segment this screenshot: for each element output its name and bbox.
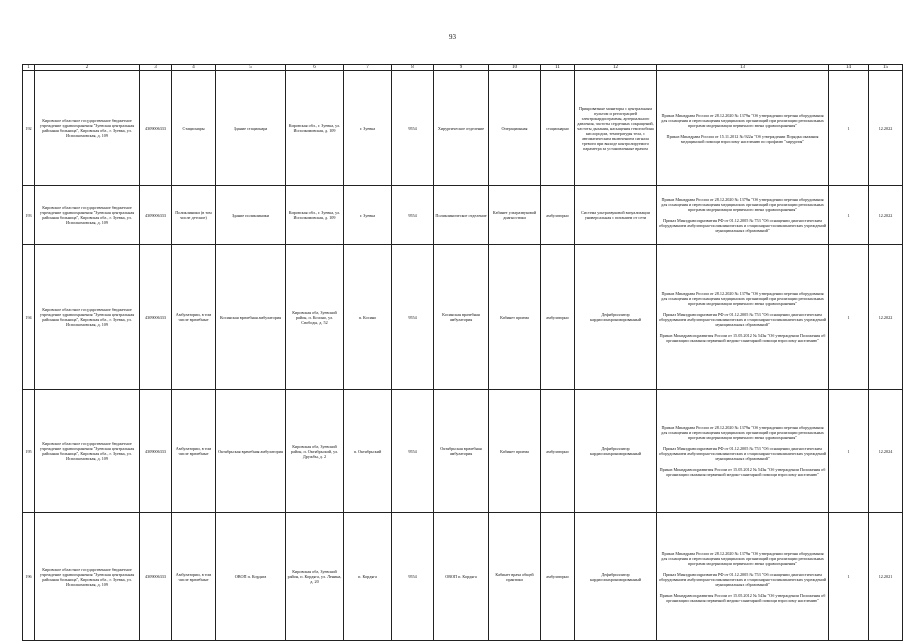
unit-type-cell: Поликлиники (в том числе детские) xyxy=(172,186,216,245)
unit-type-cell: Стационары xyxy=(172,71,216,186)
department-cell: Октябрьская врачебная амбулатория xyxy=(434,390,489,513)
column-number: 2 xyxy=(35,65,140,71)
quantity-cell: 1 xyxy=(829,186,869,245)
date-cell: 12.2022 xyxy=(869,71,903,186)
care-form-cell: амбулаторно xyxy=(541,513,575,641)
equipment-table xyxy=(22,64,903,641)
organization-cell: Кировское областное государственное бюджетное учреждение здравоохранения "Зуевская центральная районная больница", Кировская обл., г. Зуевка, ул. Исполкомовская, д. 109 xyxy=(35,513,140,641)
row-number: 195 xyxy=(23,390,35,513)
date-cell: 12.2024 xyxy=(869,390,903,513)
care-form-cell: стационарно xyxy=(541,71,575,186)
table-row xyxy=(23,186,903,245)
basis-item: Приказ Минздрава России от 28.12.2020 № 1379н "Об утверждении перечня оборудования для оснащения и переоснащения медицинских организаций при реализации региональных программ модернизации первичного звена здравоохранения" xyxy=(661,425,824,440)
unit-type-cell: Амбулатории, в том числе врачебные xyxy=(172,390,216,513)
room-cell: Кабинет приема xyxy=(489,390,541,513)
quantity-cell: 1 xyxy=(829,245,869,390)
column-number: 15 xyxy=(869,65,903,71)
building-cell: Здание стационара xyxy=(216,71,286,186)
column-number: 14 xyxy=(829,65,869,71)
address-cell: Кировская обл, Зуевский район, п. Октябрьский, ул. Дружбы, д. 2 xyxy=(286,390,344,513)
inn-cell: 4309006333 xyxy=(140,513,172,641)
organization-cell: Кировское областное государственное бюджетное учреждение здравоохранения "Зуевская центральная районная больница", Кировская обл., г. Зуевка, ул. Исполкомовская, д. 109 xyxy=(35,186,140,245)
locality-cell: п. Косино xyxy=(344,245,392,390)
basis-item: Приказ Минздравсоцразвития РФ от 01.12.2005 № 753 "Об оснащении диагностическим оборудованием амбулаторно-поликлинических и стационарно-поликлинических учреждений муниципальных образований" xyxy=(659,571,826,587)
room-cell: Операционная xyxy=(489,71,541,186)
column-number: 1 xyxy=(23,65,35,71)
code-cell: 9554 xyxy=(392,186,434,245)
table-row xyxy=(23,71,903,186)
column-number: 7 xyxy=(344,65,392,71)
row-number: 196 xyxy=(23,513,35,641)
address-cell: Кировская обл, Зуевский район, п. Косино, ул. Свободы, д. 52 xyxy=(286,245,344,390)
date-cell: 12.2022 xyxy=(869,245,903,390)
basis-item: Приказ Минздравсоцразвития РФ от 01.12.2005 № 753 "Об оснащении диагностическим оборудованием амбулаторно-поликлинических и стационарно-поликлинических учреждений муниципальных образований" xyxy=(659,312,826,327)
basis-cell xyxy=(657,513,829,641)
date-cell: 12.2021 xyxy=(869,513,903,641)
table-row xyxy=(23,513,903,641)
care-form-cell: амбулаторно xyxy=(541,245,575,390)
room-cell: Кабинет ультразвуковой диагностики xyxy=(489,186,541,245)
row-number: 193 xyxy=(23,186,35,245)
column-number: 10 xyxy=(489,65,541,71)
quantity-cell: 1 xyxy=(829,513,869,641)
locality-cell: п. Кордяга xyxy=(344,513,392,641)
building-cell: Косинская врачебная амбулатория xyxy=(216,245,286,390)
basis-cell xyxy=(657,71,829,186)
equipment-cell: Дефибриллятор кардиосинхронизированный xyxy=(575,513,657,641)
equipment-cell: Дефибриллятор кардиосинхронизированный xyxy=(575,390,657,513)
basis-item: Приказ Минздравсоцразвития России от 15.05.2012 № 543н "Об утверждении Положения об организации оказания первичной медико-санитарной помощи взрослому населению" xyxy=(659,592,826,603)
basis-item: Приказ Минздрава России от 28.12.2020 № 1379н "Об утверждении перечня оборудования для оснащения и переоснащения медицинских организаций при реализации региональных программ модернизации первичного звена здравоохранения" xyxy=(661,197,824,212)
column-number: 11 xyxy=(541,65,575,71)
table-row xyxy=(23,245,903,390)
quantity-cell: 1 xyxy=(829,390,869,513)
locality-cell: п. Октябрьский xyxy=(344,390,392,513)
code-cell: 9554 xyxy=(392,390,434,513)
column-number: 13 xyxy=(657,65,829,71)
equipment-cell: Прикроватные мониторы с центральным пультом и регистрацией электрокардиограммы, артериального давления, частоты сердечных сокращений, частоты дыхания, насыщения гемоглобина кислородом, температуры тела, с автоматическим включением сигнала тревоги при выходе контролируемого параметра за установленные врачом xyxy=(575,71,657,186)
basis-item: Приказ Минздрава России от 28.12.2020 № 1379н "Об утверждении перечня оборудования для оснащения и переоснащения медицинских организаций при реализации региональных программ модернизации первичного звена здравоохранения" xyxy=(661,112,824,128)
locality-cell: г. Зуевка xyxy=(344,186,392,245)
inn-cell: 4309006333 xyxy=(140,245,172,390)
quantity-cell: 1 xyxy=(829,71,869,186)
organization-cell: Кировское областное государственное бюджетное учреждение здравоохранения "Зуевская центральная районная больница", Кировская обл., г. Зуевка, ул. Исполкомовская, д. 109 xyxy=(35,71,140,186)
equipment-cell: Дефибриллятор кардиосинхронизированный xyxy=(575,245,657,390)
basis-item: Приказ Минздравсоцразвития РФ от 01.12.2005 № 753 "Об оснащении диагностическим оборудованием амбулаторно-поликлинических и стационарно-поликлинических учреждений муниципальных образований" xyxy=(659,218,826,233)
inn-cell: 4309006333 xyxy=(140,186,172,245)
address-cell: Кировская обл., г. Зуевка, ул. Исполкомовская, д. 109 xyxy=(286,71,344,186)
code-cell: 9554 xyxy=(392,513,434,641)
building-cell: Здание поликлиники xyxy=(216,186,286,245)
table-row xyxy=(23,390,903,513)
basis-cell xyxy=(657,390,829,513)
column-number: 8 xyxy=(392,65,434,71)
department-cell: Хирургическое отделение xyxy=(434,71,489,186)
equipment-cell: Система ультразвуковой визуализации универсальная с питанием от сети xyxy=(575,186,657,245)
address-cell: Кировская обл., г. Зуевка, ул. Исполкомовская, д. 109 xyxy=(286,186,344,245)
column-number: 12 xyxy=(575,65,657,71)
building-cell: Октябрьская врачебная амбулатория xyxy=(216,390,286,513)
code-cell: 9554 xyxy=(392,245,434,390)
department-cell: Поликлиническое отделение xyxy=(434,186,489,245)
locality-cell: г. Зуевка xyxy=(344,71,392,186)
room-cell: Кабинет приема xyxy=(489,245,541,390)
page-number: 93 xyxy=(449,33,456,41)
care-form-cell: амбулаторно xyxy=(541,390,575,513)
inn-cell: 4309006333 xyxy=(140,390,172,513)
column-number: 5 xyxy=(216,65,286,71)
room-cell: Кабинет врача общей практики xyxy=(489,513,541,641)
basis-item: Приказ Минздрава России от 28.12.2020 № 1379н "Об утверждении перечня оборудования для оснащения и переоснащения медицинских организаций при реализации региональных программ модернизации первичного звена здравоохранения" xyxy=(661,550,824,566)
basis-item: Приказ Минздрава России от 15.11.2012 № 922н "Об утверждении Порядка оказания медицинской помощи взрослому населению по профилю "хирургия" xyxy=(666,133,819,144)
building-cell: ОВОП п. Кордяга xyxy=(216,513,286,641)
basis-cell xyxy=(657,245,829,390)
organization-cell: Кировское областное государственное бюджетное учреждение здравоохранения "Зуевская центральная районная больница", Кировская обл., г. Зуевка, ул. Исполкомовская, д. 109 xyxy=(35,245,140,390)
basis-item: Приказ Минздравсоцразвития РФ от 01.12.2005 № 753 "Об оснащении диагностическим оборудованием амбулаторно-поликлинических и стационарно-поликлинических учреждений муниципальных образований" xyxy=(659,446,826,461)
code-cell: 9554 xyxy=(392,71,434,186)
date-cell: 12.2022 xyxy=(869,186,903,245)
unit-type-cell: Амбулатории, в том числе врачебные xyxy=(172,513,216,641)
column-number: 9 xyxy=(434,65,489,71)
basis-item: Приказ Минздрава России от 28.12.2020 № 1379н "Об утверждении перечня оборудования для оснащения и переоснащения медицинских организаций при реализации региональных программ модернизации первичного звена здравоохранения" xyxy=(661,291,824,306)
column-number: 3 xyxy=(140,65,172,71)
organization-cell: Кировское областное государственное бюджетное учреждение здравоохранения "Зуевская центральная районная больница", Кировская обл., г. Зуевка, ул. Исполкомовская, д. 109 xyxy=(35,390,140,513)
row-number: 194 xyxy=(23,245,35,390)
department-cell: ОВОП п. Кордяга xyxy=(434,513,489,641)
care-form-cell: амбулаторно xyxy=(541,186,575,245)
column-number: 6 xyxy=(286,65,344,71)
column-number: 4 xyxy=(172,65,216,71)
inn-cell: 4309006333 xyxy=(140,71,172,186)
address-cell: Кировская обл, Зуевский район, п. Кордяга, ул. Ленина, д. 20 xyxy=(286,513,344,641)
unit-type-cell: Амбулатории, в том числе врачебные xyxy=(172,245,216,390)
row-number: 192 xyxy=(23,71,35,186)
basis-item: Приказ Минздравсоцразвития России от 15.05.2012 № 543н "Об утверждении Положения об организации оказания первичной медико-санитарной помощи взрослому населению" xyxy=(659,467,826,477)
basis-cell xyxy=(657,186,829,245)
basis-item: Приказ Минздравсоцразвития России от 15.05.2012 № 543н "Об утверждении Положения об организации оказания первичной медико-санитарной помощи взрослому населению" xyxy=(659,333,826,343)
department-cell: Косинская врачебная амбулатория xyxy=(434,245,489,390)
